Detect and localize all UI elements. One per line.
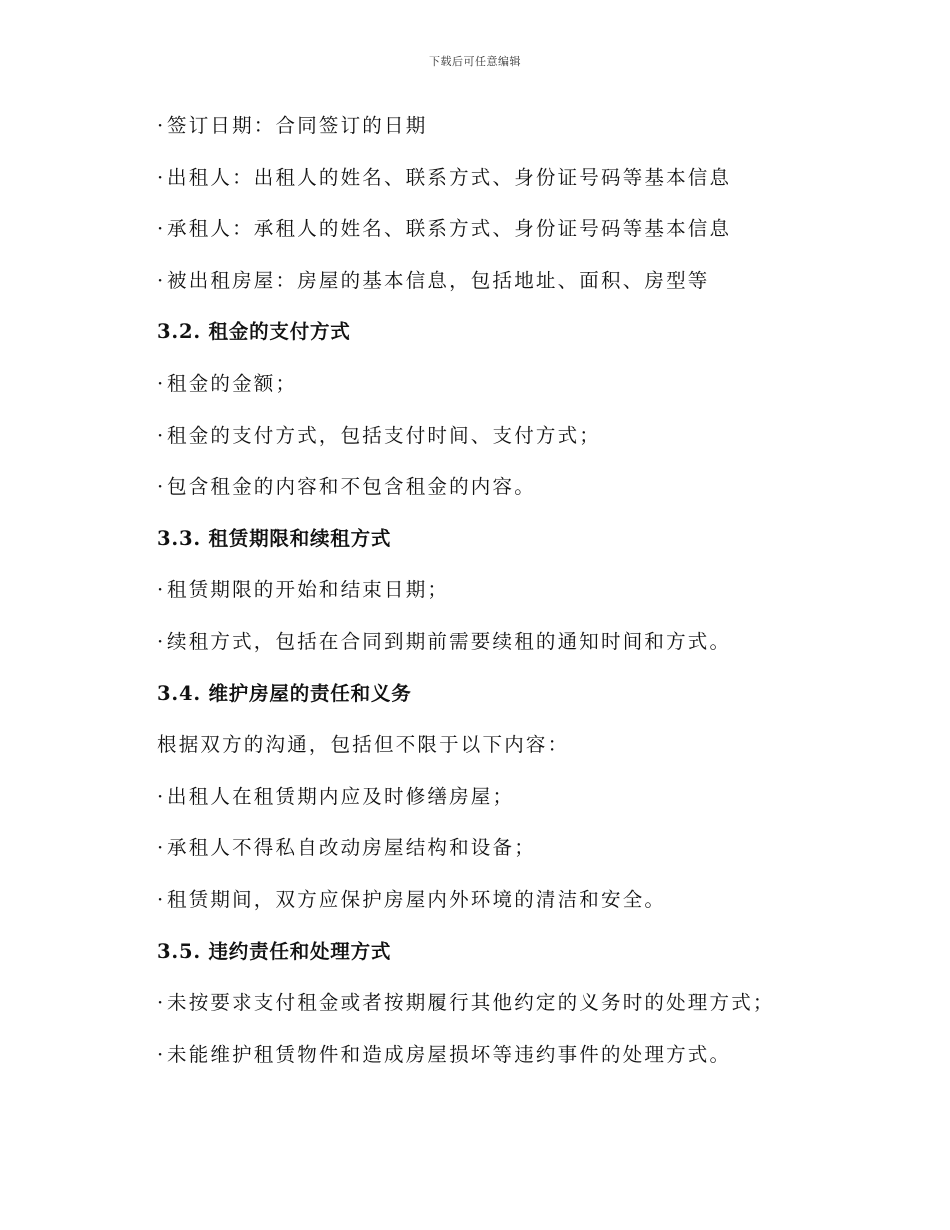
bullet-item-lessee bbox=[157, 211, 837, 263]
bullet-item-damage-default bbox=[157, 1037, 837, 1089]
bullet-dot: · bbox=[157, 268, 164, 292]
document-body bbox=[157, 108, 837, 1088]
bullet-dot: · bbox=[157, 371, 164, 395]
bullet-text: 租赁期间，双方应保护房屋内外环境的清洁和安全。 bbox=[167, 887, 667, 911]
bullet-text: 租金的支付方式，包括支付时间、支付方式； bbox=[167, 423, 602, 447]
bullet-dot: · bbox=[157, 784, 164, 808]
bullet-item-rent-amount bbox=[157, 366, 837, 418]
bullet-dot: · bbox=[157, 475, 164, 499]
bullet-dot: · bbox=[157, 165, 164, 189]
bullet-item-lease-dates bbox=[157, 572, 837, 624]
bullet-text: 出租人：出租人的姓名、联系方式、身份证号码等基本信息 bbox=[167, 165, 732, 189]
bullet-item-renewal bbox=[157, 624, 837, 676]
bullet-item-rent-contents bbox=[157, 469, 837, 521]
bullet-text: 租赁期限的开始和结束日期； bbox=[167, 578, 450, 602]
section-heading-3-5: 3.5. 违约责任和处理方式 bbox=[157, 939, 392, 963]
bullet-text: 租金的金额； bbox=[167, 371, 298, 395]
section-heading-3-3: 3.3. 租赁期限和续租方式 bbox=[157, 526, 392, 550]
bullet-item-payment-method bbox=[157, 418, 837, 470]
bullet-dot: · bbox=[157, 1042, 164, 1066]
bullet-item-lessor-repair bbox=[157, 779, 837, 831]
bullet-item-payment-default bbox=[157, 985, 837, 1037]
bullet-item-rented-house bbox=[157, 263, 837, 315]
section-heading-3-2: 3.2. 租金的支付方式 bbox=[157, 320, 351, 344]
header-note: 下载后可任意编辑 bbox=[429, 55, 521, 68]
bullet-text: 未按要求支付租金或者按期履行其他约定的义务时的处理方式； bbox=[167, 991, 775, 1015]
bullet-text: 未能维护租赁物件和造成房屋损坏等违约事件的处理方式。 bbox=[167, 1042, 732, 1066]
section-heading-3-4: 3.4. 维护房屋的责任和义务 bbox=[157, 681, 412, 705]
bullet-dot: · bbox=[157, 991, 164, 1015]
bullet-text: 签订日期：合同签订的日期 bbox=[167, 114, 428, 137]
bullet-dot: · bbox=[157, 217, 164, 241]
bullet-item-environment bbox=[157, 882, 837, 934]
bullet-text: 续租方式，包括在合同到期前需要续租的通知时间和方式。 bbox=[167, 629, 732, 653]
bullet-text: 承租人不得私自改动房屋结构和设备； bbox=[167, 836, 536, 860]
bullet-dot: · bbox=[157, 836, 164, 860]
bullet-dot: · bbox=[157, 887, 164, 911]
bullet-dot: · bbox=[157, 629, 164, 653]
bullet-dot: · bbox=[157, 114, 164, 137]
bullet-text: 包含租金的内容和不包含租金的内容。 bbox=[167, 475, 536, 499]
bullet-text: 出租人在租赁期内应及时修缮房屋； bbox=[167, 784, 515, 808]
bullet-item-signing-date bbox=[157, 108, 837, 160]
bullet-item-lessor bbox=[157, 160, 837, 212]
bullet-text: 被出租房屋：房屋的基本信息，包括地址、面积、房型等 bbox=[167, 268, 710, 292]
paragraph-intro: 根据双方的沟通，包括但不限于以下内容： bbox=[157, 733, 570, 757]
bullet-text: 承租人：承租人的姓名、联系方式、身份证号码等基本信息 bbox=[167, 217, 732, 241]
bullet-dot: · bbox=[157, 578, 164, 602]
bullet-dot: · bbox=[157, 423, 164, 447]
bullet-item-lessee-no-alter bbox=[157, 830, 837, 882]
